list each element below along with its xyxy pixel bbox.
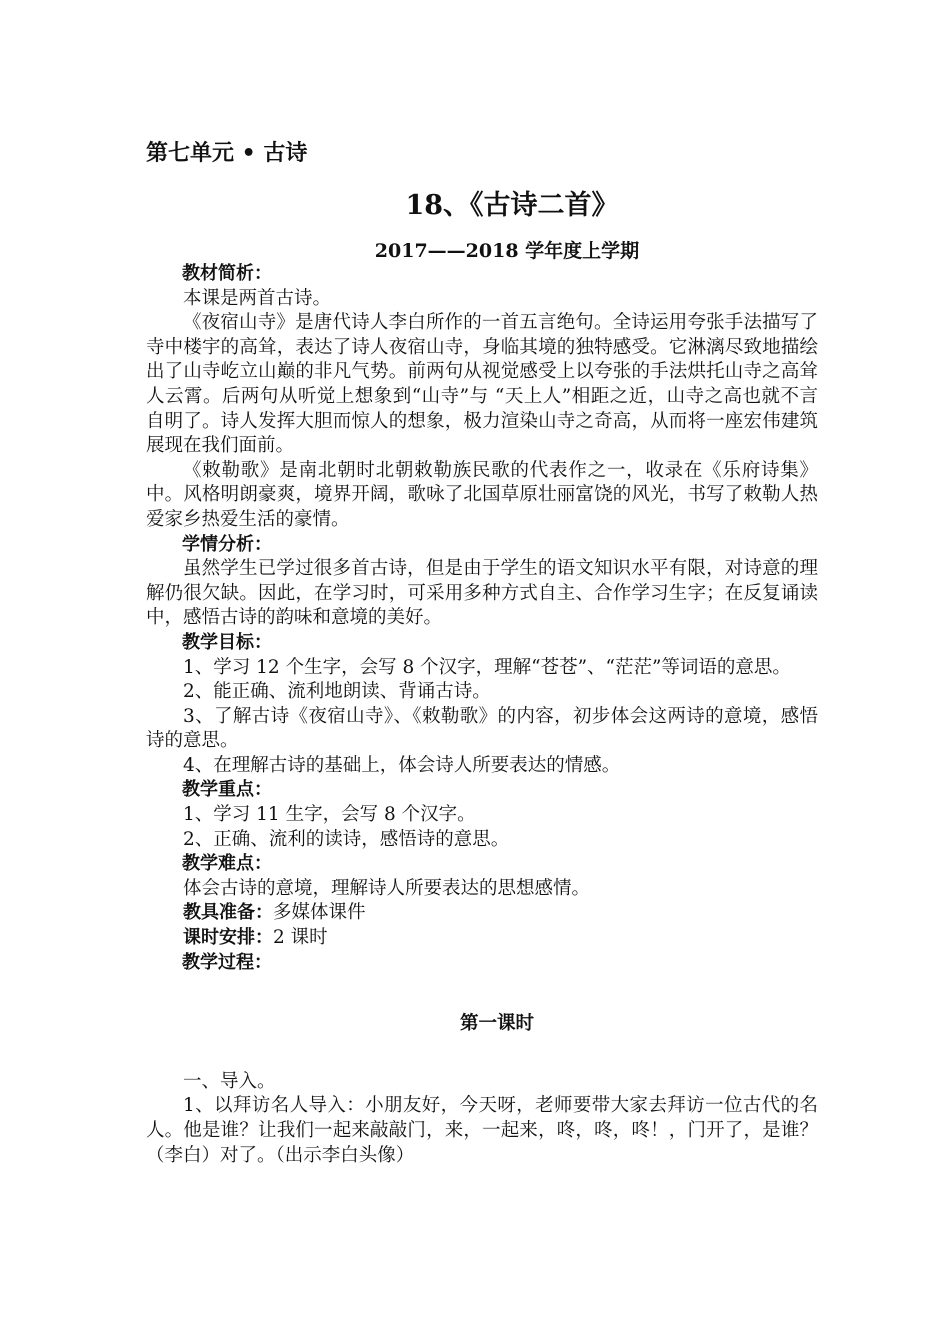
intro-paragraph: 1、以拜访名人导入：小朋友好，今天呀，老师要带大家去拜访一位古代的名人。他是谁？让我们一起来敲敲门，来，一起来，咚，咚，咚！，门开了，是谁？（李白）对了。（出示李白头像） [146,1095,818,1166]
tools-value: 多媒体课件 [273,902,366,924]
difficulty-paragraph: 体会古诗的意境，理解诗人所要表达的思想感情。 [183,877,591,899]
term-line: 2017——2018 学年度上学期 [374,240,640,262]
document-body [146,262,818,1168]
analysis-heading: 教材简析： [182,263,272,284]
period-title: 第一课时 [459,1013,534,1035]
unit-title: 第七单元 • 古诗 [146,141,308,166]
schedule-label: 课时安排： [183,927,273,949]
student-paragraph: 虽然学生已学过很多首古诗，但是由于学生的语文知识水平有限，对诗意的理解仍很欠缺。因此，在学习时，可采用多种方式自主、合作学习生字；在反复诵读中，感悟古诗的韵味和意境的美好。 [146,558,818,629]
tools-label: 教具准备： [183,902,273,924]
goal-item: 1、学习 12 个生字，会写 8 个汉字，理解“苍苍”、“茫茫”等词语的意思。 [183,656,791,678]
lesson-title: 18、《古诗二首》 [405,190,619,221]
schedule-line [146,926,818,951]
analysis-paragraph-2: 《夜宿山寺》是唐代诗人李白所作的一首五言绝句。全诗运用夸张手法描写了寺中楼宇的高耸，表达了诗人夜宿山寺，身临其境的独特感受。它淋漓尽致地描绘出了山寺屹立山巅的非凡气势。前两句从视觉感受上以夸张的手法烘托山寺之高耸人云霄。后两句从听觉上想象到“山寺”与 “天上人”相距之近，山寺之高也就不言自明了。诗人发挥大胆而惊人的想象，极力渲染山寺之奇高，从而将一座宏伟建筑展现在我们面前。 [146,312,818,457]
key-heading: 教学重点： [182,779,272,801]
key-item: 2、正确、流利的读诗，感悟诗的意思。 [183,828,510,850]
goals-heading: 教学目标： [182,631,272,653]
analysis-paragraph-3: 《敕勒歌》是南北朝时北朝敕勒族民歌的代表作之一，收录在《乐府诗集》中。风格明朗豪爽，境界开阔，歌咏了北国草原壮丽富饶的风光，书写了敕勒人热爱家乡热爱生活的豪情。 [146,459,818,530]
process-heading: 教学过程： [182,951,272,973]
tools-line [146,901,818,926]
student-heading: 学情分析： [182,533,272,555]
goal-item: 2、能正确、流利地朗读、背诵古诗。 [183,681,491,703]
difficulty-heading: 教学难点： [182,853,272,875]
goal-item: 3、了解古诗《夜宿山寺》、《敕勒歌》的内容，初步体会这两诗的意境，感悟诗的意思。 [146,705,818,752]
schedule-value: 2 课时 [273,927,328,949]
analysis-paragraph-1: 本课是两首古诗。 [183,287,332,309]
goal-item: 4、在理解古诗的基础上，体会诗人所要表达的情感。 [183,754,621,776]
intro-heading: 一、导入。 [183,1070,276,1092]
key-item: 1、学习 11 生字，会写 8 个汉字。 [183,804,476,826]
